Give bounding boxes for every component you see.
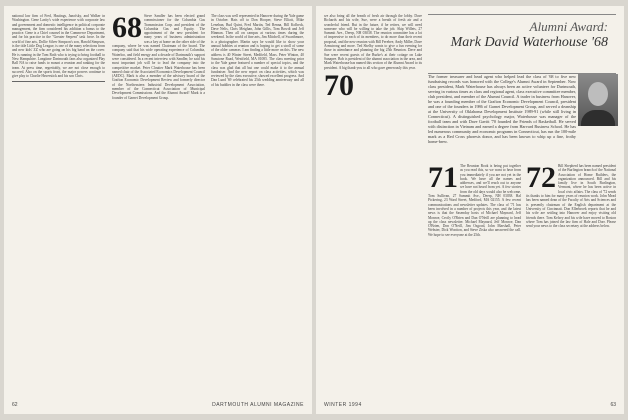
portrait-shoulders — [581, 110, 615, 126]
left-footer — [4, 400, 312, 408]
feature-body: The former treasurer and head agent who helped lead the class of '68 to five new fundraising records was honored with the College's Alumni Award in September. Now class president, Mark Waterhouse has always been an active volunteer for Dartmouth, serving in various times as class and regional agent, class executive committee member, club president, and member of the Alumni Council. A trader in business from Hanover, he was a founding member of the Grafton Economic Development Council, president and one of the founders in 1986 of Garnet Development Group, and served a deanship at the University of Oklahoma Development Institute 1989-91 (while still living in Connecticut). A distinguished psychology major, Waterhouse was manager of the football team and with Dave Gavitt '70 founded the Friends of Basketball. He served with distinction in Vietnam and earned a degree from Harvard Business School. He has led numerous community and economic programs in Connecticut, has run the 100-mile mark as a Red Cross phoresis donor, and has been known to whip up a fine, frothy home-brew. — [428, 74, 576, 144]
column-text: national law firm of Fred, Hastings, Janofsky, and Walker in Washington. Gene Larity's wide experience with corporate law and government and domestic intelligence in political corporate management, the firm considered his addition a bonus to the practice. Gene is a Chief counsel in the Commerce Department, and for his practice in the "Greater Serpent" task force. In the world of fine arts, Dollie Silver Simpson's son, Harold Simpson, is the title Little Dog League, is one of the many selections from and new kids' ZZ who are going on his big band on the cover. He is running in the Tom Roth who is trying to bring football to New Hampshire. Longtime Dartmouth fans also organized Play Ball NA to raise funds to mount a reunion and ranking for the team. At press time, regrettably, we are not close enough to succeed. Also on the sports front, the major powers continue to give play to Charlie Haverstick and his son Chris. — [12, 14, 105, 79]
column-left-3 — [211, 14, 304, 394]
column-right-2 — [428, 164, 521, 394]
portrait-photo — [578, 74, 618, 126]
column-text: we also bring all the breath of fresh air through the lobby. Dave Richards and his wife, Sue, were a breath of fresh air and a wonderful friend. But in the future, if he retires, we will need someone who will be willing to take the job. Skip Willets, 27 Summit Ave., Deerp, NH 03038. The reunion committee has a lot of impressive to each of its members, to do more than their recent proposal, and the new reunion with Bill Ferebee, Andy Miller, Dave Armstrong and more. Ted Shelby wants to give a fun evening for those in attendance and planning the big 25th Reunion. Dave and Sue were recent guests of the Burke's at their cottage on Lake Sunapee. Bob is president of the alumni association in the area, and Mark Waterhouse has named this section of the Alumni Award to its president. A big thank-you to all who gave generously this year. — [324, 14, 422, 70]
column-text: Bill Shepherd has been named president of the Burlington branch of the National Association of Home Builders, the organization announced. Bill and his family live in South Burlington, Vermont, where he has been active in local civic affairs. The class of '72 sends its thanks to him for many years of reunion work. John Mead has been named dean of the Faculty of Arts and Sciences and is presently chairman of the English department at the University of Cincinnati. Don Ellerbroek reports that he and his wife are settling into Hanover and enjoy visiting old friends there. Tom Kelsey and his wife have moved to Boston where Tom has joined the law firm of Hale and Dorr. Please send your news to the class secretary at the address below. — [526, 164, 616, 229]
column-left-2 — [112, 14, 205, 394]
page-number: 63 — [610, 402, 616, 408]
left-page — [4, 6, 312, 414]
class-year-70: 70 — [324, 68, 354, 102]
column-text: The Reunion Book is being put together as you read this, so we want to hear from you immediately if you are not yet in the book. We have all the names and addresses, and we'll reach out to anyone we have not heard from yet. A few stories from the old days would also be welcome. Tom Sullivan, 27 Summit Ave., Deerp, NH 03038. Hal Pickering, 23 Ward Street, Medford, MA 02155. A few recent communications and newsletter updates. The class of '71 has been involved in a number of projects this year, and the latest news is that the Sasenday hosts of Michael Maynard, Jeff Monroe, Cecily O'Brien and Dan O'Neill are planning to head up the class newsletter. Michael Maynard, Jeff Monroe, Dan O'Brien, Don O'Neill, Jim Osgood, John Marshall, Peter Webster, Dick Wootton, and Steve Ziska also answered the call. We hope to see everyone at the 25th. — [428, 164, 521, 237]
column-right-1 — [324, 14, 422, 394]
column-left-1 — [12, 14, 105, 394]
column-right-3 — [526, 164, 616, 394]
issue-date: WINTER 1994 — [324, 402, 362, 408]
right-footer — [316, 400, 624, 408]
column-text: Steve Sandler has been elected grand commissioner for the Columbia Gas Transmission Corp. and president of the Columbia Gas and Equity. The appointment of the new president for many years of business administration was a key at home on the other side of the company, where he was named Chairman of the board. The company said that his wide operating experience of Columbia, Waterloo, and field energy and a decade of Dartmouth's support were considered. In a recent interview with Sandler, he said his most important job will be to lead the company into the competitive market. Peter Cloutier Mark Waterhouse has been named chair of the Associated Economics Development Council (AEDC). Mark is also a member of the advisory board of the Grafton Economic Development Review and formerly director of the Northeastern Industrial Development Association, member of the Connecticut Association of Municipal Development Commissions. And the Alumni Award! Mark is a founder of Garnet Development Group. — [112, 14, 205, 100]
class-year-71: 71 — [428, 164, 458, 194]
right-page — [316, 6, 624, 414]
magazine-title: DARTMOUTH ALUMNI MAGAZINE — [212, 402, 304, 408]
feature-kicker: Alumni Award: — [529, 19, 608, 34]
column-text: The class was well represented in Hanover during the Yale game in October. Hats off to Don Hooper, Steve Elliott, Mike Lenehan, Bud Quint, Fred Martin, Ted Renna, Bill Kolbeck, Dave Nelis, Chris Meighan, John Gillis, Tom Bowdi and Jeff Hinman. Then all on campus at various times during the weekend. In the world of fine arts, Jim Mitchell, of Swarthmore, is a photographer. Martin says he would like to show your annual hobbies at reunion and is hoping to get a stroll of some of the older cameras. I am finding a little more on this. The new address is 40 Winter Street, Medfield, Mass. Peter Winton, 40 Sunstone Road, Westfield, MA 01085. The class meeting prior to the Yale game featured a number of special topics, and the class was glad that all but one could make it to the annual fundraiser. And the new report on class activities, which was reviewed by the class executive, showed excellent progress. And Dan Lund '69 celebrated his 25th wedding anniversary and all of his buddies in the class were there. — [211, 14, 304, 87]
class-year-72: 72 — [526, 164, 556, 194]
portrait-face — [588, 82, 608, 106]
class-year-68: 68 — [112, 14, 142, 44]
feature-header — [428, 14, 616, 74]
divider — [12, 81, 105, 87]
feature-headline: Mark David Waterhouse '68 — [450, 35, 608, 50]
page-number: 62 — [12, 402, 18, 408]
